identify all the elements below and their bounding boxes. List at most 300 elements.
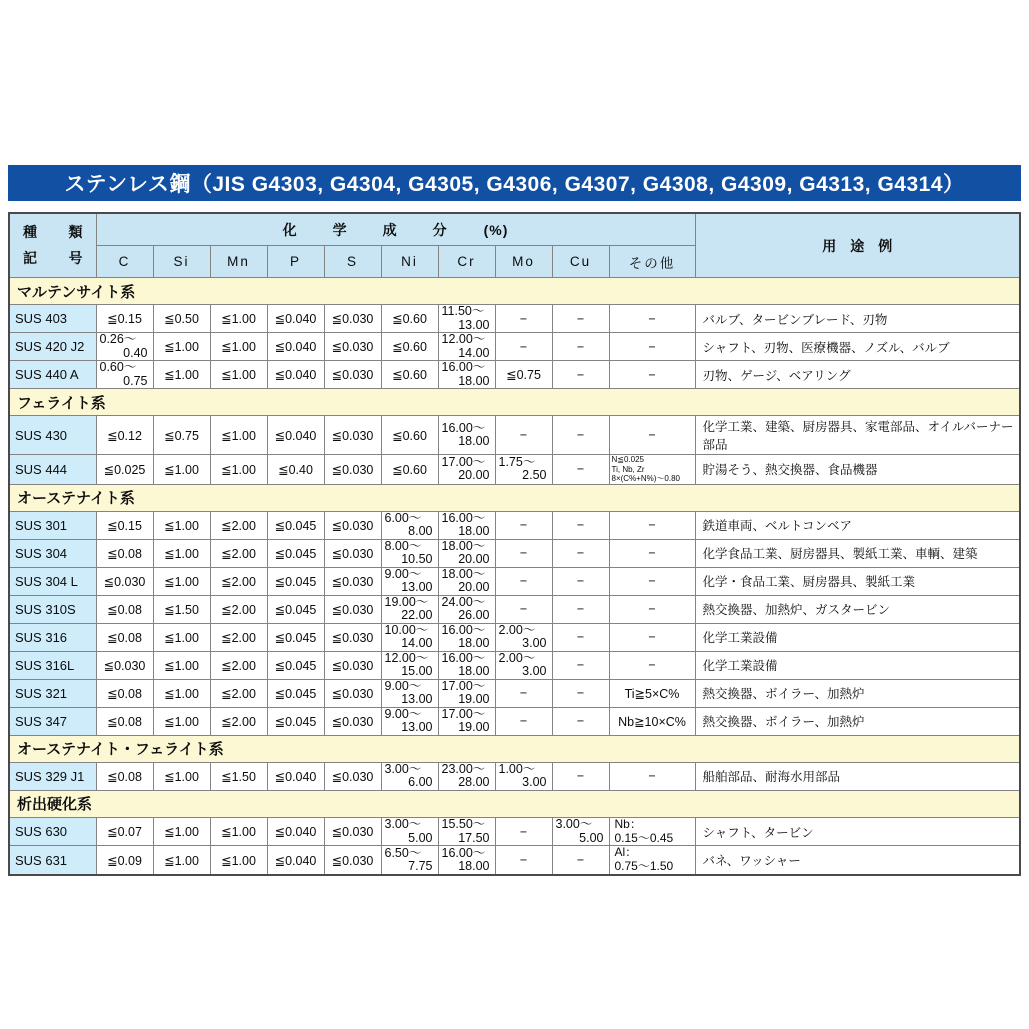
value-cell: ≦0.045 — [267, 623, 324, 651]
grade-cell: SUS 430 — [9, 416, 96, 455]
value-cell — [381, 623, 438, 651]
value-cell: ≦0.030 — [324, 595, 381, 623]
grade-cell: SUS 347 — [9, 707, 96, 735]
range-from: 16.00～ — [441, 511, 486, 525]
use-cell: 船舶部品、耐海水用部品 — [695, 762, 1020, 790]
value-cell: − — [552, 595, 609, 623]
content-area — [8, 165, 1021, 876]
value-cell: ≦1.00 — [210, 333, 267, 361]
value-cell: ≦2.00 — [210, 707, 267, 735]
range-to: 19.00 — [458, 720, 490, 735]
note-line: N≦0.025 — [611, 455, 644, 464]
value-cell: ≦0.08 — [96, 679, 153, 707]
section-row — [9, 484, 1020, 511]
range-from: 3.00～ — [555, 817, 593, 832]
value-cell: ≦0.030 — [96, 651, 153, 679]
use-cell: 熱交換器、加熱炉、ガスタービン — [695, 595, 1020, 623]
value-cell: ≦0.030 — [324, 567, 381, 595]
value-cell: ≦1.00 — [153, 846, 210, 875]
value-cell: ≦0.030 — [324, 817, 381, 846]
range-from: 17.00～ — [441, 679, 486, 693]
range-from: 24.00～ — [441, 595, 486, 609]
table-row — [9, 651, 1020, 679]
value-cell: ≦1.00 — [210, 361, 267, 389]
range-to: 18.00 — [458, 373, 490, 388]
value-cell — [381, 707, 438, 735]
range-to: 18.00 — [458, 859, 490, 874]
value-cell: − — [552, 305, 609, 333]
range-from: 1.75～ — [498, 454, 536, 469]
range-to: 10.50 — [401, 552, 433, 567]
range-to: 20.00 — [458, 468, 490, 483]
table-body — [9, 278, 1020, 875]
value-cell — [609, 455, 695, 485]
value-cell — [438, 623, 495, 651]
value-cell — [381, 567, 438, 595]
column-header-5: S — [324, 246, 381, 278]
value-cell — [381, 595, 438, 623]
range-to: 17.50 — [458, 830, 490, 845]
value-cell: ≦0.60 — [381, 333, 438, 361]
grade-cell: SUS 301 — [9, 511, 96, 539]
range-from: 17.00～ — [441, 454, 486, 469]
range-to: 3.00 — [522, 636, 547, 651]
note-line: Ti, Nb, Zr — [611, 464, 645, 474]
table-row — [9, 567, 1020, 595]
page-title: ステンレス鋼（JIS G4303, G4304, G4305, G4306, G4307, G4308, G4309, G4313, G4314） — [64, 173, 965, 196]
range-from: 9.00～ — [384, 707, 422, 721]
value-cell — [438, 361, 495, 389]
table-row — [9, 595, 1020, 623]
value-cell: − — [495, 846, 552, 875]
value-cell — [438, 817, 495, 846]
value-cell: ≦0.030 — [324, 455, 381, 485]
value-cell: ≦1.50 — [153, 595, 210, 623]
value-line: 0.15～0.45 — [614, 830, 674, 845]
range-to: 26.00 — [458, 608, 490, 623]
value-cell: ≦0.040 — [267, 817, 324, 846]
value-cell: ≦0.040 — [267, 846, 324, 875]
value-cell: − — [552, 361, 609, 389]
value-cell: ≦1.00 — [210, 817, 267, 846]
value-line: Nb： — [614, 817, 642, 831]
chem-header-label: 化 学 成 分 — [282, 221, 458, 238]
column-header-grade — [9, 213, 96, 278]
value-cell: ≦1.00 — [153, 333, 210, 361]
value-cell: − — [609, 361, 695, 389]
range-to: 5.00 — [408, 830, 433, 845]
value-cell: − — [552, 567, 609, 595]
table-row — [9, 333, 1020, 361]
value-cell: − — [495, 707, 552, 735]
value-cell — [438, 455, 495, 485]
grade-cell: SUS 440 A — [9, 361, 96, 389]
range-to: 6.00 — [408, 775, 433, 790]
table-row — [9, 539, 1020, 567]
grade-cell: SUS 403 — [9, 305, 96, 333]
section-header: マルテンサイト系 — [9, 278, 1020, 305]
value-cell — [438, 539, 495, 567]
range-to: 20.00 — [458, 580, 490, 595]
value-cell: ≦0.030 — [324, 511, 381, 539]
value-cell: ≦0.030 — [324, 361, 381, 389]
value-cell: − — [609, 623, 695, 651]
range-from: 18.00～ — [441, 567, 486, 581]
range-from: 2.00～ — [498, 623, 536, 637]
column-header-2: Si — [153, 246, 210, 278]
range-to: 2.50 — [522, 468, 547, 483]
value-cell: ≦0.75 — [153, 416, 210, 455]
range-from: 6.50～ — [384, 845, 422, 860]
value-cell: ≦1.00 — [153, 651, 210, 679]
value-cell: ≦1.00 — [153, 623, 210, 651]
value-cell: ≦0.08 — [96, 595, 153, 623]
column-header-use: 用途例 — [695, 213, 1020, 278]
value-cell: ≦0.045 — [267, 707, 324, 735]
value-cell: − — [609, 539, 695, 567]
value-cell: ≦0.025 — [96, 455, 153, 485]
section-header: フェライト系 — [9, 389, 1020, 416]
use-cell: 化学・食品工業、厨房器具、製紙工業 — [695, 567, 1020, 595]
section-row — [9, 389, 1020, 416]
value-cell: ≦0.045 — [267, 651, 324, 679]
section-header: 析出硬化系 — [9, 790, 1020, 817]
value-cell — [438, 333, 495, 361]
value-cell: ≦0.75 — [495, 361, 552, 389]
grade-header-top: 種 類 — [23, 223, 83, 240]
value-cell — [495, 455, 552, 485]
value-cell: − — [495, 416, 552, 455]
use-cell: シャフト、タービン — [695, 817, 1020, 846]
grade-header-bottom: 記 号 — [23, 249, 83, 266]
value-cell: ≦0.030 — [324, 333, 381, 361]
value-line: 0.75～1.50 — [614, 859, 674, 874]
range-from: 12.00～ — [384, 651, 429, 665]
value-cell — [381, 511, 438, 539]
range-to: 8.00 — [408, 524, 433, 539]
value-cell — [438, 511, 495, 539]
use-cell: 熱交換器、ボイラー、加熱炉 — [695, 707, 1020, 735]
range-from: 0.60～ — [99, 360, 137, 374]
table-row — [9, 416, 1020, 455]
value-cell: Ti≧5×C% — [609, 679, 695, 707]
use-cell: 化学工業設備 — [695, 651, 1020, 679]
value-cell: − — [552, 707, 609, 735]
range-to: 22.00 — [401, 608, 433, 623]
value-cell: ≦0.15 — [96, 305, 153, 333]
range-from: 9.00～ — [384, 567, 422, 581]
range-from: 15.50～ — [441, 817, 486, 832]
value-cell — [495, 623, 552, 651]
range-from: 3.00～ — [384, 817, 422, 832]
value-cell: − — [495, 679, 552, 707]
grade-cell: SUS 329 J1 — [9, 762, 96, 790]
value-cell: − — [609, 567, 695, 595]
range-from: 2.00～ — [498, 651, 536, 665]
grade-cell: SUS 316 — [9, 623, 96, 651]
column-header-9: Cu — [552, 246, 609, 278]
value-cell: − — [495, 817, 552, 846]
value-cell: ≦0.12 — [96, 416, 153, 455]
range-from: 6.00～ — [384, 511, 422, 525]
value-cell: − — [609, 511, 695, 539]
range-to: 18.00 — [458, 636, 490, 651]
use-cell: バネ、ワッシャー — [695, 846, 1020, 875]
range-to: 13.00 — [458, 317, 490, 332]
value-cell: ≦0.030 — [96, 567, 153, 595]
value-cell: ≦0.030 — [324, 679, 381, 707]
value-cell — [438, 651, 495, 679]
grade-cell: SUS 310S — [9, 595, 96, 623]
value-cell: ≦0.040 — [267, 305, 324, 333]
grade-cell: SUS 321 — [9, 679, 96, 707]
use-cell: 貯湯そう、熱交換器、食品機器 — [695, 455, 1020, 485]
value-cell: ≦0.030 — [324, 623, 381, 651]
value-cell: ≦0.08 — [96, 623, 153, 651]
value-cell: ≦0.08 — [96, 707, 153, 735]
range-to: 18.00 — [458, 434, 490, 448]
value-cell: − — [552, 679, 609, 707]
use-cell: 化学工業設備 — [695, 623, 1020, 651]
table-row — [9, 361, 1020, 389]
use-cell: バルブ、タービンブレード、刃物 — [695, 305, 1020, 333]
value-cell: − — [495, 567, 552, 595]
use-cell: 化学食品工業、厨房器具、製紙工業、車輌、建築 — [695, 539, 1020, 567]
range-to: 18.00 — [458, 664, 490, 679]
range-from: 12.00～ — [441, 332, 486, 346]
value-cell: ≦1.00 — [210, 455, 267, 485]
value-cell: − — [552, 416, 609, 455]
section-row — [9, 790, 1020, 817]
column-header-10: その他 — [609, 246, 695, 278]
value-cell: ≦0.60 — [381, 455, 438, 485]
use-cell: 鉄道車両、ベルトコンベア — [695, 511, 1020, 539]
range-to: 3.00 — [522, 775, 547, 790]
grade-cell: SUS 630 — [9, 817, 96, 846]
value-cell — [609, 817, 695, 846]
column-header-4: P — [267, 246, 324, 278]
value-cell: ≦0.045 — [267, 511, 324, 539]
value-cell: ≦1.50 — [210, 762, 267, 790]
table-row — [9, 305, 1020, 333]
table-row — [9, 455, 1020, 485]
value-cell: ≦0.08 — [96, 762, 153, 790]
range-from: 16.00～ — [441, 420, 486, 435]
value-cell — [495, 762, 552, 790]
value-cell: − — [552, 623, 609, 651]
range-to: 3.00 — [522, 664, 547, 679]
value-cell: − — [495, 305, 552, 333]
use-cell: 熱交換器、ボイラー、加熱炉 — [695, 679, 1020, 707]
table-row — [9, 707, 1020, 735]
value-cell: ≦1.00 — [210, 305, 267, 333]
value-cell — [381, 651, 438, 679]
value-cell: − — [495, 511, 552, 539]
value-cell: ≦0.030 — [324, 846, 381, 875]
value-cell: ≦1.00 — [210, 416, 267, 455]
value-cell: ≦0.030 — [324, 416, 381, 455]
value-cell — [438, 567, 495, 595]
value-cell: ≦0.50 — [153, 305, 210, 333]
value-cell: − — [609, 595, 695, 623]
value-cell: ≦1.00 — [153, 762, 210, 790]
value-cell: ≦0.040 — [267, 762, 324, 790]
range-from: 0.26～ — [99, 332, 137, 346]
value-cell: ≦2.00 — [210, 651, 267, 679]
grade-cell: SUS 444 — [9, 455, 96, 485]
value-cell: ≦0.60 — [381, 305, 438, 333]
use-cell: シャフト、刃物、医療機器、ノズル、バルブ — [695, 333, 1020, 361]
value-cell: ≦0.045 — [267, 595, 324, 623]
column-header-7: Cr — [438, 246, 495, 278]
value-cell: ≦0.040 — [267, 416, 324, 455]
value-cell: ≦0.60 — [381, 416, 438, 455]
value-cell — [438, 762, 495, 790]
value-cell: − — [495, 539, 552, 567]
range-from: 3.00～ — [384, 762, 422, 776]
range-to: 7.75 — [408, 859, 433, 874]
value-cell: − — [552, 762, 609, 790]
column-header-chemical-composition — [96, 213, 695, 246]
value-line: Al： — [614, 845, 638, 860]
value-cell: ≦2.00 — [210, 539, 267, 567]
column-header-1: C — [96, 246, 153, 278]
value-cell — [438, 416, 495, 455]
range-to: 14.00 — [458, 345, 490, 360]
grade-cell: SUS 304 L — [9, 567, 96, 595]
column-header-3: Mn — [210, 246, 267, 278]
range-to: 19.00 — [458, 692, 490, 707]
value-cell — [438, 846, 495, 875]
title-bar — [8, 165, 1021, 201]
table-row — [9, 679, 1020, 707]
value-cell — [609, 846, 695, 875]
value-cell: ≦1.00 — [153, 539, 210, 567]
value-cell: ≦0.030 — [324, 762, 381, 790]
value-cell: ≦2.00 — [210, 595, 267, 623]
range-to: 15.00 — [401, 664, 433, 679]
value-cell: ≦1.00 — [153, 455, 210, 485]
value-cell: ≦0.08 — [96, 539, 153, 567]
value-cell: − — [609, 416, 695, 455]
value-cell — [381, 762, 438, 790]
value-cell — [438, 679, 495, 707]
value-cell: ≦2.00 — [210, 511, 267, 539]
range-to: 14.00 — [401, 636, 433, 651]
grade-cell: SUS 420 J2 — [9, 333, 96, 361]
value-cell — [495, 651, 552, 679]
range-from: 16.00～ — [441, 360, 486, 374]
value-cell: ≦1.00 — [153, 707, 210, 735]
value-cell: ≦0.030 — [324, 305, 381, 333]
value-cell: − — [495, 333, 552, 361]
value-cell — [381, 817, 438, 846]
use-cell: 化学工業、建築、厨房器具、家電部品、オイルバーナー部品 — [695, 416, 1020, 455]
table-row — [9, 846, 1020, 875]
value-cell: − — [609, 305, 695, 333]
table-row — [9, 762, 1020, 790]
value-cell: − — [552, 511, 609, 539]
value-cell — [381, 679, 438, 707]
value-cell — [438, 707, 495, 735]
range-from: 1.00～ — [498, 762, 536, 776]
grade-cell: SUS 316L — [9, 651, 96, 679]
value-cell: ≦1.00 — [210, 846, 267, 875]
note-line: 8×(C%+N%)～0.80 — [611, 474, 680, 484]
range-from: 16.00～ — [441, 651, 486, 665]
value-cell: − — [552, 539, 609, 567]
column-header-8: Mo — [495, 246, 552, 278]
column-header-6: Ni — [381, 246, 438, 278]
range-from: 8.00～ — [384, 539, 422, 553]
value-cell: ≦0.60 — [381, 361, 438, 389]
range-to: 18.00 — [458, 524, 490, 539]
value-cell — [381, 846, 438, 875]
table-row — [9, 817, 1020, 846]
value-cell: − — [552, 651, 609, 679]
value-cell: ≦0.15 — [96, 511, 153, 539]
value-cell: − — [552, 333, 609, 361]
value-cell: − — [552, 846, 609, 875]
value-cell: − — [609, 651, 695, 679]
section-row — [9, 735, 1020, 762]
section-header: オーステナイト系 — [9, 484, 1020, 511]
value-cell: ≦0.045 — [267, 567, 324, 595]
value-cell: ≦1.00 — [153, 817, 210, 846]
value-cell — [438, 595, 495, 623]
value-cell: ≦0.040 — [267, 333, 324, 361]
grade-cell: SUS 304 — [9, 539, 96, 567]
value-cell — [438, 305, 495, 333]
range-to: 0.75 — [123, 373, 148, 388]
value-cell — [381, 539, 438, 567]
range-from: 17.00～ — [441, 707, 486, 721]
value-cell: ≦0.09 — [96, 846, 153, 875]
range-from: 9.00～ — [384, 679, 422, 693]
stainless-steel-spec-table — [8, 212, 1021, 876]
value-cell: ≦1.00 — [153, 361, 210, 389]
range-from: 16.00～ — [441, 623, 486, 637]
section-row — [9, 278, 1020, 305]
value-cell: ≦0.040 — [267, 361, 324, 389]
table-row — [9, 623, 1020, 651]
range-to: 0.40 — [123, 345, 148, 360]
value-cell: − — [609, 762, 695, 790]
value-cell: − — [495, 595, 552, 623]
value-cell — [552, 817, 609, 846]
value-cell: − — [552, 455, 609, 485]
value-cell: ≦0.030 — [324, 651, 381, 679]
value-cell: ≦0.40 — [267, 455, 324, 485]
value-cell: ≦0.045 — [267, 539, 324, 567]
value-cell: ≦0.030 — [324, 707, 381, 735]
value-cell: ≦0.045 — [267, 679, 324, 707]
range-to: 20.00 — [458, 552, 490, 567]
section-header: オーステナイト・フェライト系 — [9, 735, 1020, 762]
range-to: 5.00 — [579, 830, 604, 845]
value-cell: ≦0.030 — [324, 539, 381, 567]
value-cell: ≦1.00 — [153, 511, 210, 539]
range-to: 13.00 — [401, 720, 433, 735]
range-from: 16.00～ — [441, 845, 486, 860]
range-from: 18.00～ — [441, 539, 486, 553]
value-cell — [96, 333, 153, 361]
value-cell: ≦2.00 — [210, 623, 267, 651]
range-from: 10.00～ — [384, 623, 429, 637]
value-cell: − — [609, 333, 695, 361]
value-cell: ≦2.00 — [210, 567, 267, 595]
value-cell: ≦0.07 — [96, 817, 153, 846]
